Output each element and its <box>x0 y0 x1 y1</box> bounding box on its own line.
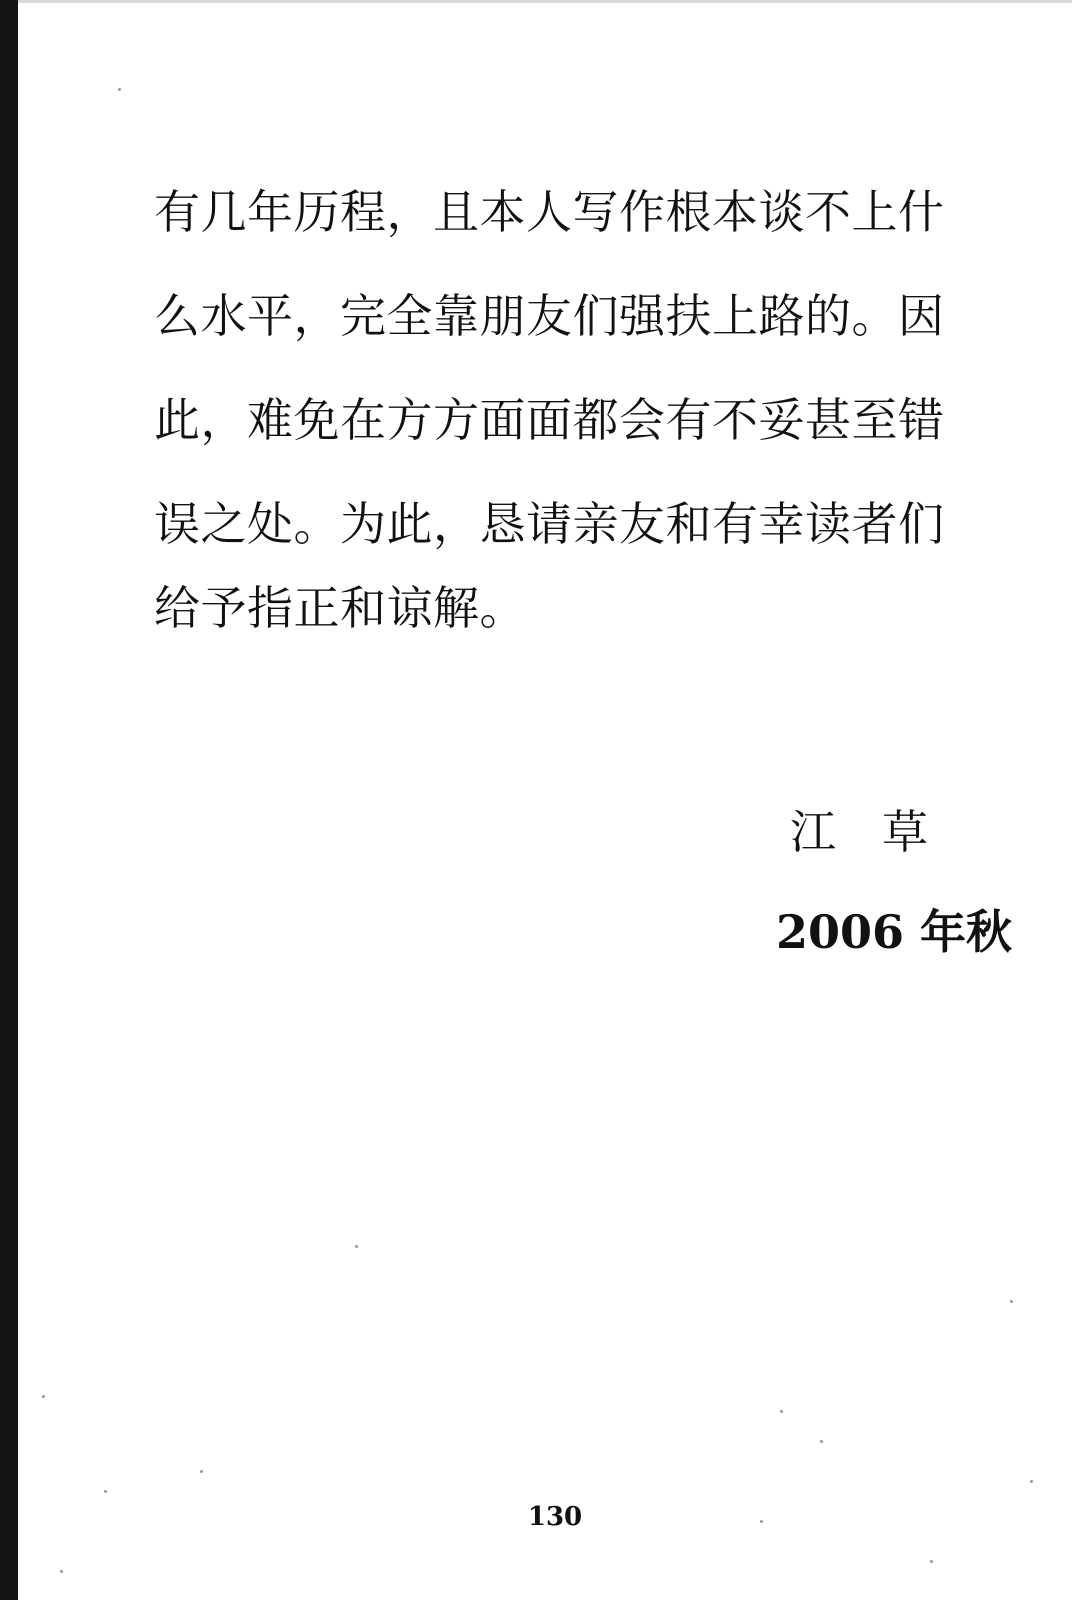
body-text-line: 给予指正和谅解。 <box>154 581 526 635</box>
scan-speck <box>760 1520 763 1523</box>
signature-date: 2006 年秋 <box>776 905 1013 959</box>
scan-speck <box>355 1245 358 1248</box>
body-text-line: 此，难免在方方面面都会有不妥甚至错 <box>154 393 945 447</box>
signature-author: 江 草 <box>790 805 928 859</box>
scan-speck <box>118 88 121 91</box>
scan-speck <box>820 1440 823 1443</box>
body-text-line: 误之处。为此，恳请亲友和有幸读者们 <box>154 497 945 551</box>
body-text-line: 么水平，完全靠朋友们强扶上路的。因 <box>154 289 945 343</box>
scan-speck <box>60 1570 63 1573</box>
scan-top-edge <box>18 0 1072 3</box>
scan-speck <box>42 1395 45 1398</box>
scan-speck <box>930 1560 933 1563</box>
scan-left-border <box>0 0 18 1600</box>
scan-speck <box>1030 1480 1033 1483</box>
scan-speck <box>200 1470 203 1473</box>
scan-speck <box>104 1490 107 1493</box>
body-text-line: 有几年历程，且本人写作根本谈不上什 <box>154 185 945 239</box>
page-number: 130 <box>527 1502 583 1532</box>
scan-speck <box>1010 1300 1013 1303</box>
scan-speck <box>780 1410 783 1413</box>
